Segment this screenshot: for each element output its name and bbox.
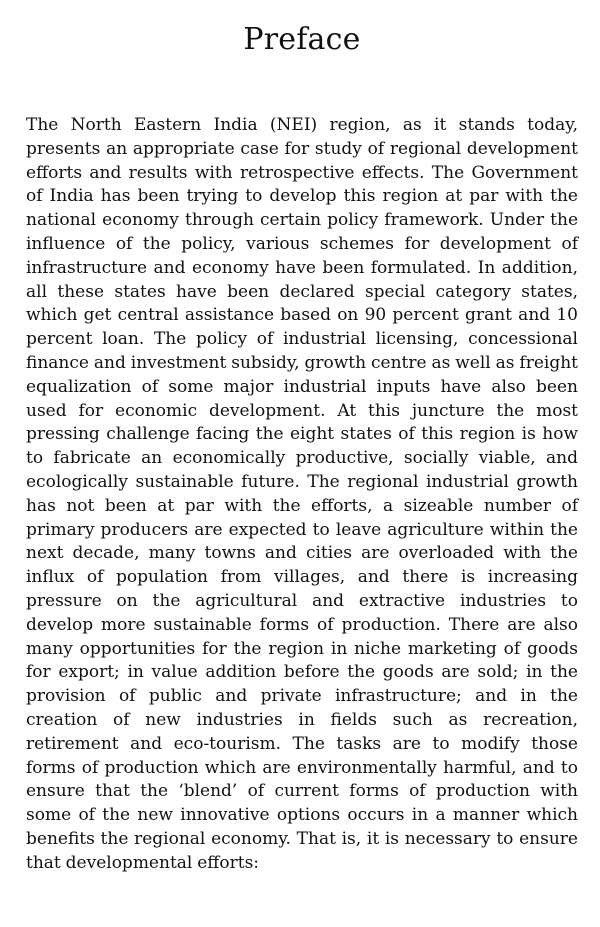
- page-title: Preface: [243, 22, 361, 57]
- document-page: [26, 18, 578, 876]
- preface-paragraph: The North Eastern India (NEI) region, as it stands today, presents an appropriate case for study of regional development efforts and results with retrospective effects. The Government of India has been trying to develop this region at par with the national economy through certain policy framework. Under the influence of the policy, various schemes for development of infrastructure and economy have been formulated. In addition, all these states have been declared special category states, which get central assistance based on 90 percent grant and 10 percent loan. The policy of industrial licensing, concessional finance and investment subsidy, growth centre as well as freight equalization of some major industrial inputs have also been used for economic development. At this juncture the most pressing challenge facing the eight states of this region is how to fabricate an economically productive, socially viable, and ecologically sustainable future. The regional industrial growth has not been at par with the efforts, a sizeable number of primary producers are expected to leave agriculture within the next decade, many towns and cities are overloaded with the influx of population from villages, and there is increasing pressure on the agricultural and extractive industries to develop more sustainable forms of production. There are also many opportunities for the region in niche marketing of goods for export; in value addition before the goods are sold; in the provision of public and private infrastructure; and in the creation of new industries in fields such as recreation, retirement and eco-tourism. The tasks are to modify those forms of production which are environmentally harmful, and to ensure that the ‘blend’ of current forms of production with some of the new innovative options occurs in a manner which benefits the regional economy. That is, it is necessary to ensure that developmental efforts:: [26, 115, 578, 873]
